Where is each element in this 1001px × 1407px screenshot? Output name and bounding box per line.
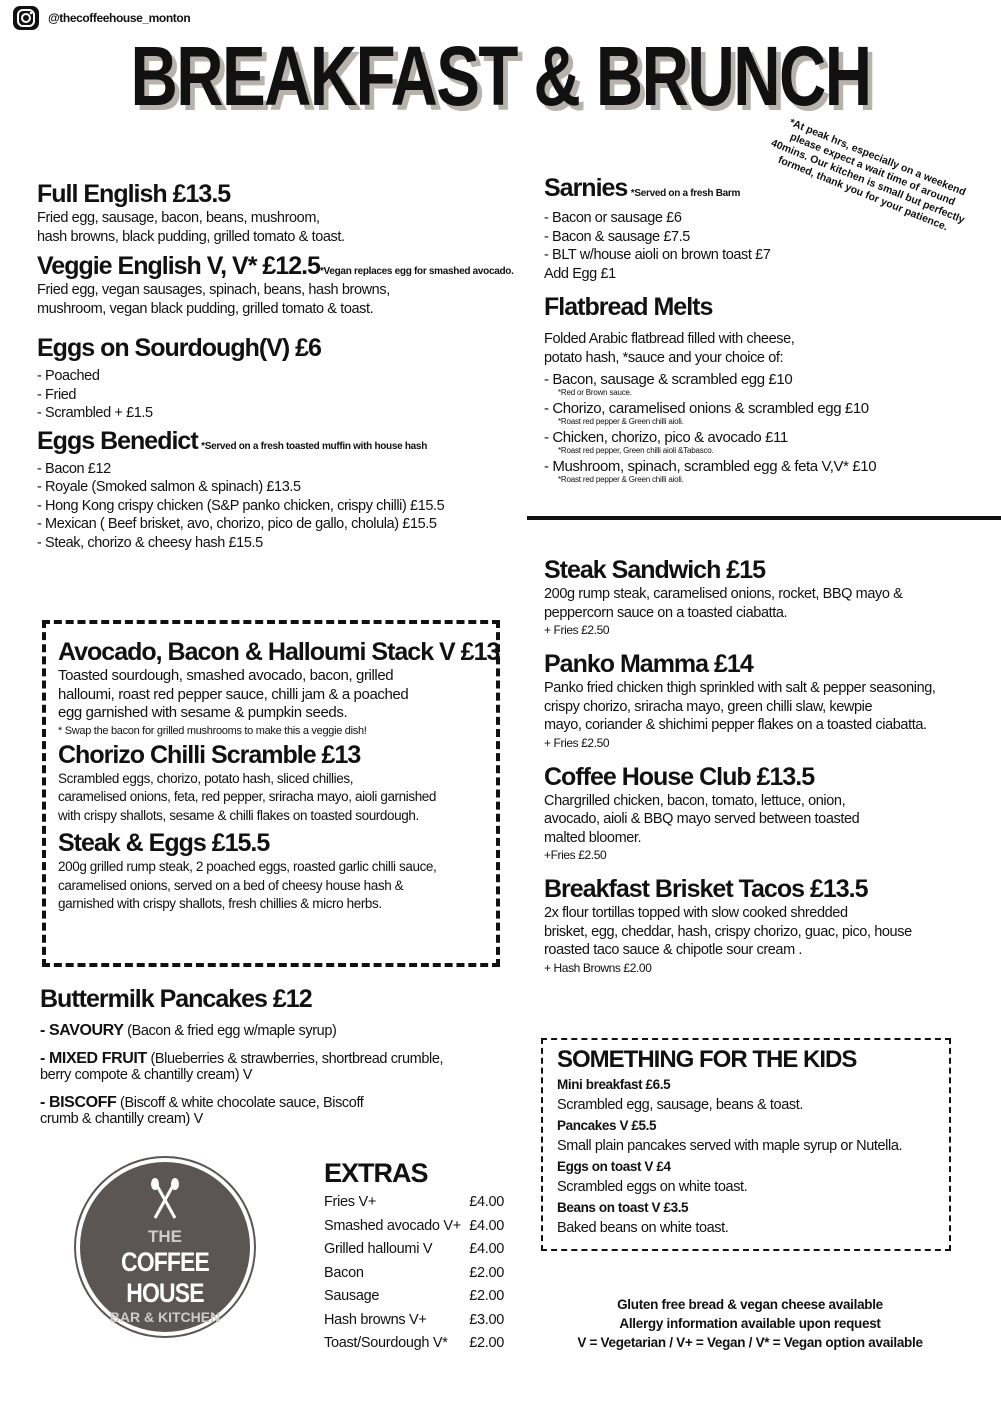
item-desc: halloumi, roast red pepper sauce, chilli jam & a poached [58,685,409,703]
footer-line: V = Vegetarian / V+ = Vegan / V* = Vegan option available [577,1335,923,1350]
extras-row [324,1191,504,1215]
pancake-desc: (Blueberries & strawberries, shortbread crumble, [150,1050,444,1067]
list-item: - Chicken, chorizo, pico & avocado £11 [544,429,788,446]
flatbread-section [544,293,964,484]
item-title: Eggs Benedict [37,426,198,455]
cutlery-icon [147,1178,183,1222]
item-desc: Scrambled eggs, chorizo, potato hash, sliced chillies, [58,770,354,786]
left-column [37,180,517,552]
page-title: BREAKFAST & BRUNCH [130,29,871,123]
item-title: Veggie English V, V* £12.5 [37,252,320,280]
kids-item-name: Mini breakfast £6.5 [557,1077,671,1092]
item-desc: peppercorn sauce on a toasted ciabatta. [544,604,788,621]
list-item: - Scrambled + £1.5 [37,405,153,421]
item-note: *Served on a fresh toasted muffin with house hash [201,440,428,452]
item-desc: caramelised onions, feta, red pepper, sriracha mayo, aioli garnished [58,789,437,804]
extra-price: £4.00 [469,1194,504,1210]
item-title: Coffee House Club £13.5 [544,762,815,791]
item-desc: egg garnished with sesame & pumpkin seeds. [58,704,348,721]
list-item: - Royale (Smoked salmon & spinach) £13.5 [37,479,301,495]
item-title: Sarnies [544,174,628,202]
sarnies-section [544,174,964,283]
item-desc: roasted taco sauce & chipotle sour cream . [544,942,803,958]
item-title: Flatbread Melts [544,293,713,321]
kids-item-name: Eggs on toast V £4 [557,1159,671,1174]
pancake-name: - SAVOURY [40,1022,124,1039]
sandwiches-section [544,556,984,988]
list-item: - Fried [37,386,77,403]
list-item: - Bacon, sausage & scrambled egg £10 [544,371,793,388]
full-english-section [37,180,517,246]
extra-price: £2.00 [469,1288,504,1304]
peak-hours-note: *At peak hrs, especially on a weekend please expect a wait time of around 40mins. Our kitchen is small but perfectly formed, thank you for your patience. [769,116,968,234]
extra-name: Bacon [324,1264,364,1281]
item-desc: 200g grilled rump steak, 2 poached eggs, roasted garlic chilli sauce, [58,859,437,874]
pancake-desc: crumb & chantilly cream) V [40,1110,203,1127]
list-item: - Chorizo, caramelised onions & scrambled egg £10 [544,400,869,417]
logo-text: THE [148,1227,182,1246]
item-extra: + Hash Browns £2.00 [544,960,652,975]
item-extra: + Fries £2.50 [544,735,610,750]
item-desc: mushroom, vegan black pudding, grilled tomato & toast. [37,300,374,317]
item-desc: 200g rump steak, caramelised onions, rocket, BBQ mayo & [544,586,903,602]
extra-price: £4.00 [469,1217,504,1234]
extra-name: Sausage [324,1288,380,1304]
sandwich-item [544,556,984,638]
item-desc: brisket, egg, cheddar, hash, crispy chorizo, guac, pico, house [544,923,912,940]
item-desc: avocado, aioli & BBQ mayo served between toasted [544,811,860,827]
item-desc: mayo, coriander & shichimi pepper flakes on a toasted ciabatta. [544,717,927,733]
section-divider [527,516,1001,520]
item-extra: + Fries £2.50 [544,623,610,637]
list-item: - Mushroom, spinach, scrambled egg & feta V,V* £10 [544,458,877,475]
item-desc: with crispy shallots, sesame & chilli flakes on toasted sourdough. [58,807,419,823]
item-desc: Toasted sourdough, smashed avocado, bacon, grilled [58,667,394,684]
item-desc: potato hash, *sauce and your choice of: [544,349,784,366]
instagram-handle: @thecoffeehouse_monton [48,10,191,25]
sandwich-item [544,650,984,751]
eggs-benedict-section [37,427,517,553]
list-item: - Bacon or sausage £6 [544,210,682,226]
pancake-desc: (Biscoff & white chocolate sauce, Biscoff [120,1094,364,1111]
extra-name: Toast/Sourdough V* [324,1335,448,1351]
logo-text: · MONTON · [133,1347,197,1359]
sandwich-item [544,875,984,976]
specials-box [42,620,500,967]
item-title: Buttermilk Pancakes £12 [40,985,312,1013]
item-desc: hash browns, black pudding, grilled tomato & toast. [37,228,345,245]
item-desc: crispy chorizo, sriracha mayo, green chilli slaw, kewpie [544,698,873,715]
pancake-desc: (Bacon & fried egg w/maple syrup) [127,1023,337,1039]
list-item: - Bacon £12 [37,460,111,477]
item-title: Steak & Eggs £15.5 [58,829,270,857]
item-desc: malted bloomer. [544,829,642,846]
list-item: - Hong Kong crispy chicken (S&P panko chicken, crispy chilli) £15.5 [37,497,445,514]
item-note: *Roast red pepper, Green chilli aioli &Tabasco. [558,446,714,455]
extras-row [324,1309,504,1333]
kids-menu-box [541,1038,951,1251]
extras-title: EXTRAS [324,1158,428,1188]
item-title: Panko Mamma £14 [544,650,753,678]
item-title: Eggs on Sourdough(V) £6 [37,334,321,362]
list-item: - Steak, chorizo & cheesy hash £15.5 [37,534,263,551]
item-desc: caramelised onions, served on a bed of cheesy house hash & [58,877,404,893]
item-desc: 2x flour tortillas topped with slow cooked shredded [544,905,848,921]
footer-line: Gluten free bread & vegan cheese available [617,1297,883,1312]
item-desc: Chargrilled chicken, bacon, tomato, lettuce, onion, [544,792,846,809]
coffee-house-logo [76,1158,254,1359]
extras-row [324,1332,504,1356]
right-column [544,174,964,484]
item-title: Chorizo Chilli Scramble £13 [58,740,361,769]
kids-item-name: Beans on toast V £3.5 [557,1200,689,1215]
item-extra: +Fries £2.50 [544,848,607,862]
extra-name: Smashed avocado V+ [324,1217,461,1234]
instagram-icon [12,5,40,31]
kids-item-desc: Scrambled eggs on white toast. [557,1179,748,1195]
list-item: Add Egg £1 [544,265,616,282]
extra-name: Hash browns V+ [324,1311,427,1328]
item-note: *Roast red pepper & Green chilli aioli. [558,417,684,426]
list-item: - Poached [37,368,100,384]
pancake-name: - BISCOFF [40,1093,117,1111]
kids-item-desc: Baked beans on white toast. [557,1220,729,1236]
pancake-desc: berry compote & chantilly cream) V [40,1066,253,1083]
extra-price: £2.00 [469,1335,504,1351]
item-note: *Roast red pepper & Green chilli aioli. [558,475,684,484]
list-item: - Mexican ( Beef brisket, avo, chorizo, pico de gallo, cholula) £15.5 [37,516,437,532]
item-note: *Red or Brown sauce. [558,388,632,397]
extras-row [324,1215,504,1239]
item-note: *Served on a fresh Barm [630,188,741,199]
extras-row [324,1262,504,1286]
extras-row [324,1238,504,1262]
extra-name: Grilled halloumi V [324,1241,433,1257]
sandwich-item [544,763,984,864]
pancakes-section [40,985,510,1127]
footer-line: Allergy information available upon request [619,1316,881,1331]
kids-item-desc: Scrambled egg, sausage, beans & toast. [557,1097,803,1113]
item-desc: Fried egg, sausage, bacon, beans, mushroom, [37,210,320,226]
item-title: Avocado, Bacon & Halloumi Stack V £13 [58,638,500,666]
list-item: - BLT w/house aioli on brown toast £7 [544,247,771,263]
kids-item-desc: Small plain pancakes served with maple syrup or Nutella. [557,1138,903,1154]
kids-title: SOMETHING FOR THE KIDS [557,1046,857,1073]
extras-section [324,1158,504,1356]
veggie-english-section [37,252,517,318]
logo-text: COFFEE HOUSE [120,1247,209,1308]
eggs-sourdough-section [37,334,517,423]
extra-price: £3.00 [469,1311,504,1328]
kids-item-name: Pancakes V £5.5 [557,1118,657,1133]
logo-text: BAR & KITCHEN [109,1309,221,1325]
item-title: Steak Sandwich £15 [544,556,766,584]
item-desc: garnished with crispy shallots, fresh chillies & micro herbs. [58,896,382,911]
extras-row [324,1285,504,1309]
item-desc: Panko fried chicken thigh sprinkled with salt & pepper seasoning, [544,680,936,696]
item-desc: Fried egg, vegan sausages, spinach, beans, hash browns, [37,282,390,298]
extra-price: £4.00 [469,1241,504,1257]
item-note: *Vegan replaces egg for smashed avocado. [319,266,514,277]
list-item: - Bacon & sausage £7.5 [544,228,690,245]
item-note: * Swap the bacon for grilled mushrooms to make this a veggie dish! [58,724,367,737]
footer-notes [540,1295,960,1352]
extra-name: Fries V+ [324,1194,376,1210]
item-title: Breakfast Brisket Tacos £13.5 [544,875,868,903]
pancake-name: - MIXED FRUIT [40,1049,147,1067]
extra-price: £2.00 [469,1264,504,1281]
item-desc: Folded Arabic flatbread filled with cheese, [544,331,795,347]
item-title: Full English £13.5 [37,180,231,208]
